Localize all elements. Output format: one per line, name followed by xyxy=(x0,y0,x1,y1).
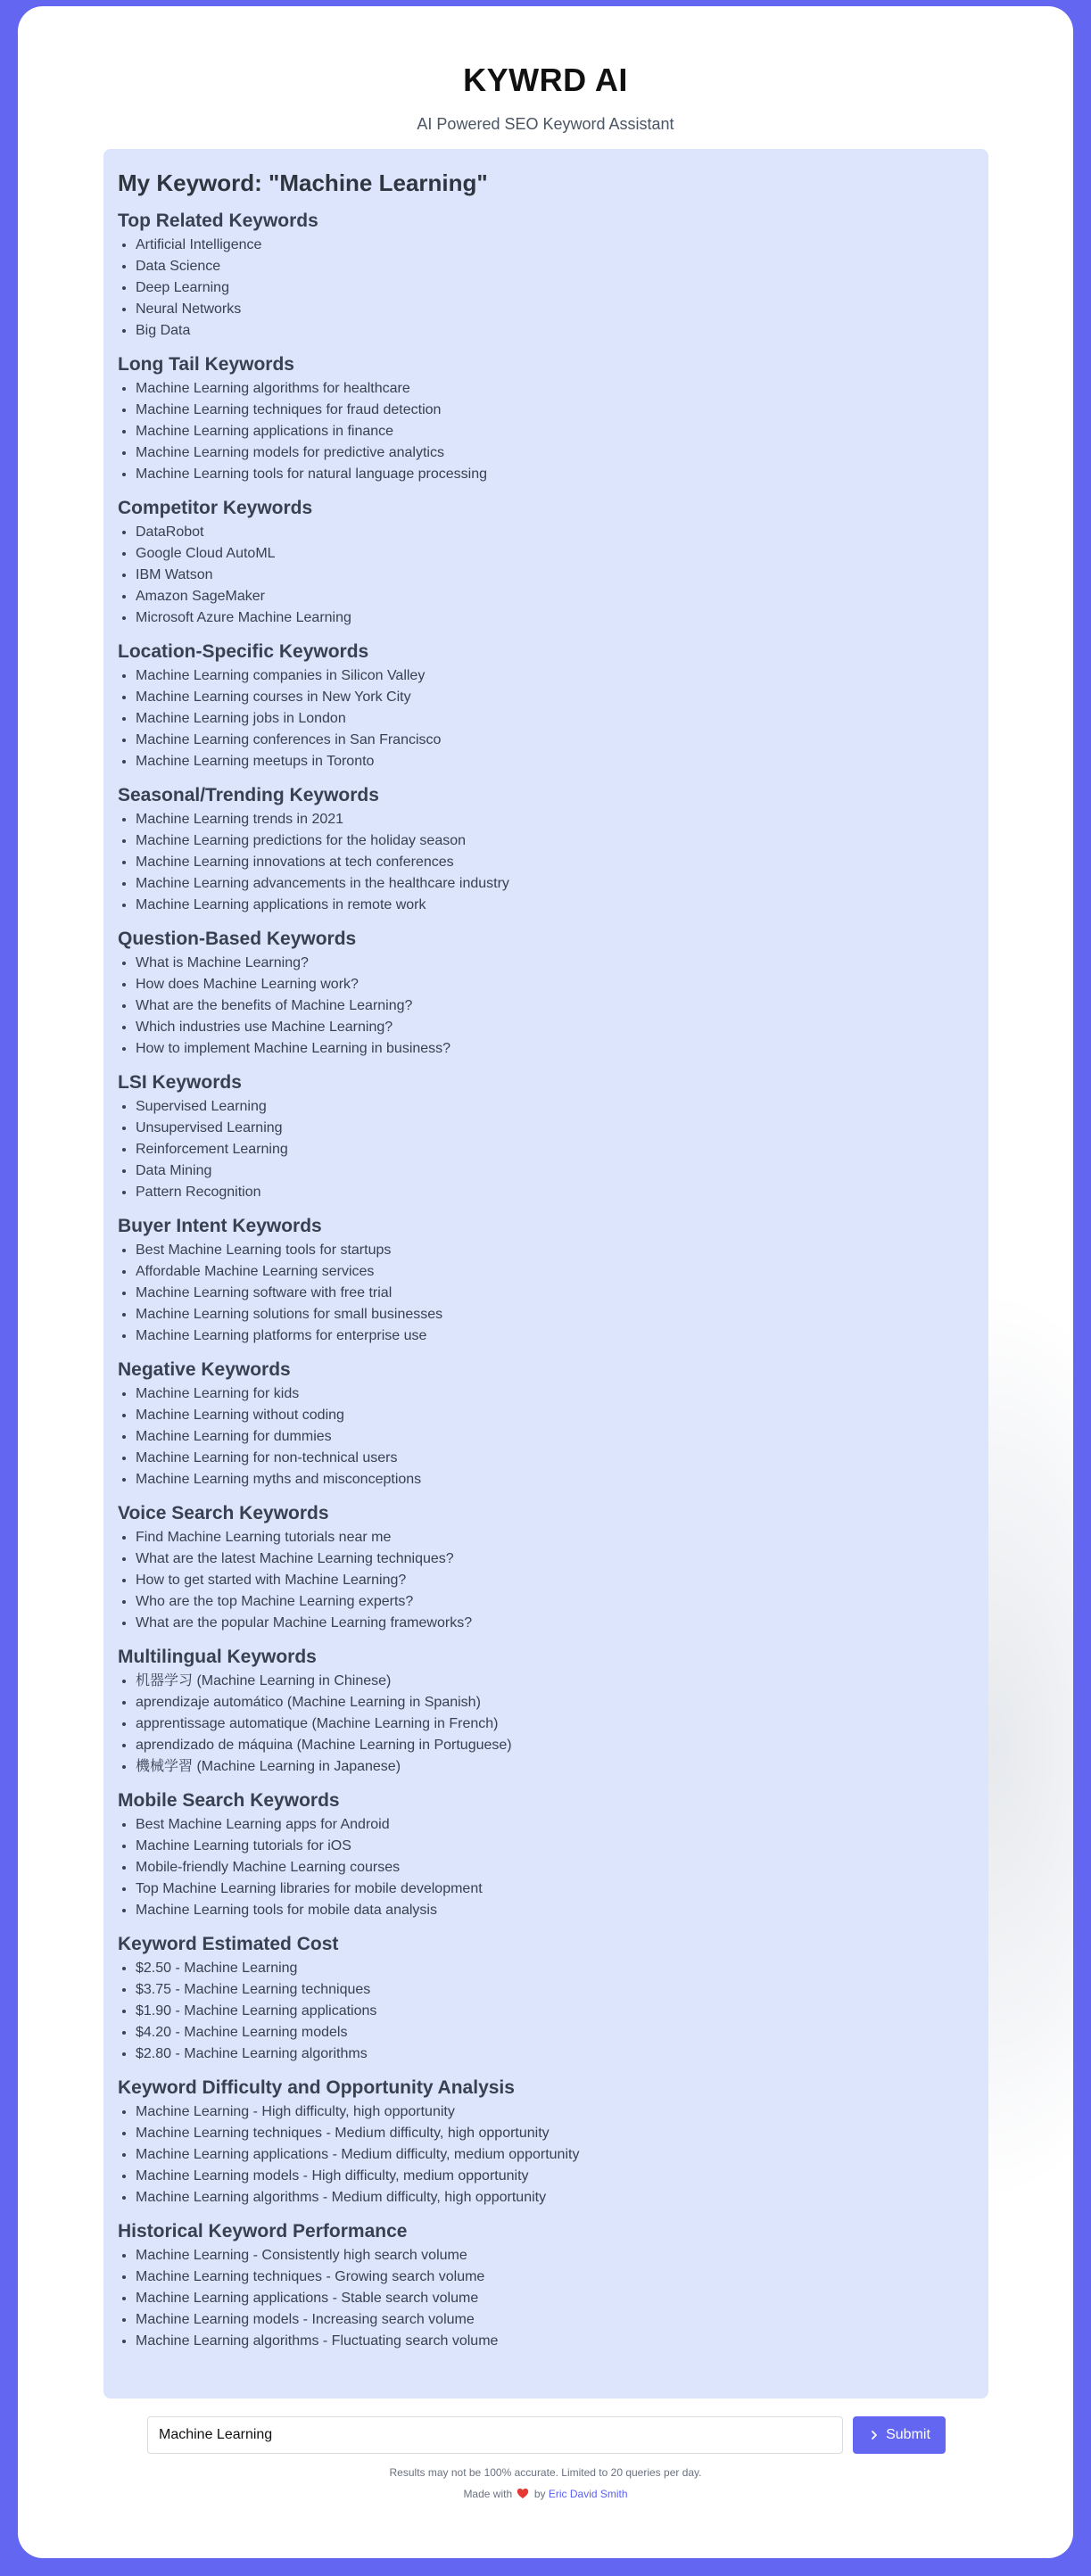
keyword-item: • Machine Learning myths and misconceptions xyxy=(136,1469,974,1490)
keyword-item: • Machine Learning applications in remote work xyxy=(136,895,974,916)
keyword-item: • Machine Learning without coding xyxy=(136,1405,974,1426)
keyword-item: • Machine Learning trends in 2021 xyxy=(136,809,974,830)
keyword-item: • Big Data xyxy=(136,320,974,342)
keyword-item: • Machine Learning jobs in London xyxy=(136,708,974,730)
keyword-item: • Machine Learning - High difficulty, high opportunity xyxy=(136,2101,974,2123)
keyword-item: • Deep Learning xyxy=(136,277,974,299)
keyword-item: • Machine Learning models - Increasing search volume xyxy=(136,2309,974,2331)
keyword-item: • Find Machine Learning tutorials near me xyxy=(136,1527,974,1548)
keyword-item: • Machine Learning techniques - Medium difficulty, high opportunity xyxy=(136,2123,974,2144)
section-title: Negative Keywords xyxy=(118,1359,291,1380)
keyword-item: • How does Machine Learning work? xyxy=(136,974,974,995)
keyword-list xyxy=(118,1527,974,1634)
keyword-item: • Machine Learning tutorials for iOS xyxy=(136,1836,974,1857)
keyword-item: • $2.50 - Machine Learning xyxy=(136,1958,974,1979)
section-title: Location-Specific Keywords xyxy=(118,641,369,662)
keyword-item: • Supervised Learning xyxy=(136,1096,974,1118)
keyword-item: • Best Machine Learning tools for startups xyxy=(136,1240,974,1261)
submit-button[interactable] xyxy=(853,2416,946,2454)
keyword-item: • What are the popular Machine Learning frameworks? xyxy=(136,1613,974,1634)
keyword-item: • Machine Learning for dummies xyxy=(136,1426,974,1448)
keyword-section xyxy=(118,1933,974,2065)
keyword-item: • Machine Learning conferences in San Francisco xyxy=(136,730,974,751)
keyword-item: • Machine Learning techniques - Growing search volume xyxy=(136,2266,974,2288)
keyword-item: • Affordable Machine Learning services xyxy=(136,1261,974,1283)
keyword-item: • $2.80 - Machine Learning algorithms xyxy=(136,2043,974,2065)
keyword-item: • Google Cloud AutoML xyxy=(136,543,974,565)
keyword-item: • What are the benefits of Machine Learning? xyxy=(136,995,974,1017)
keyword-list xyxy=(118,378,974,485)
keyword-input[interactable] xyxy=(147,2416,843,2454)
keyword-item: • Machine Learning for non-technical users xyxy=(136,1448,974,1469)
keyword-item: • Machine Learning applications in finance xyxy=(136,421,974,442)
keyword-item: • Machine Learning predictions for the holiday season xyxy=(136,830,974,852)
keyword-item: • Data Science xyxy=(136,256,974,277)
keyword-item: • Machine Learning models for predictive analytics xyxy=(136,442,974,464)
keyword-item: • Who are the top Machine Learning experts? xyxy=(136,1591,974,1613)
keyword-item: • Machine Learning applications - Medium difficulty, medium opportunity xyxy=(136,2144,974,2166)
keyword-item: • Machine Learning tools for natural language processing xyxy=(136,464,974,485)
keyword-item: • How to get started with Machine Learning? xyxy=(136,1570,974,1591)
keyword-item: • What are the latest Machine Learning techniques? xyxy=(136,1548,974,1570)
keyword-list xyxy=(118,1958,974,2065)
keyword-section xyxy=(118,1646,974,1778)
keyword-item: • Machine Learning companies in Silicon Valley xyxy=(136,665,974,687)
keyword-section xyxy=(118,1358,974,1490)
keyword-section xyxy=(118,2220,974,2352)
keyword-section xyxy=(118,353,974,485)
keyword-item: • Machine Learning solutions for small businesses xyxy=(136,1304,974,1325)
chevron-right-icon xyxy=(868,2429,880,2441)
keyword-list xyxy=(118,809,974,916)
submit-label: Submit xyxy=(886,2427,930,2442)
keyword-item: • $3.75 - Machine Learning techniques xyxy=(136,1979,974,2001)
keyword-item: • Machine Learning meetups in Toronto xyxy=(136,751,974,772)
section-title: Multilingual Keywords xyxy=(118,1647,317,1667)
section-title: Voice Search Keywords xyxy=(118,1503,329,1523)
keyword-item: • Microsoft Azure Machine Learning xyxy=(136,607,974,629)
keyword-list xyxy=(118,522,974,629)
keyword-section xyxy=(118,497,974,629)
keyword-item: • Machine Learning techniques for fraud detection xyxy=(136,400,974,421)
made-with-line xyxy=(18,2488,1073,2500)
keyword-list xyxy=(118,1383,974,1490)
section-title: Historical Keyword Performance xyxy=(118,2221,408,2242)
keyword-list xyxy=(118,2245,974,2352)
keyword-sections xyxy=(118,210,974,2352)
keyword-list xyxy=(118,1671,974,1778)
app-subtitle: AI Powered SEO Keyword Assistant xyxy=(417,115,674,133)
keyword-section xyxy=(118,640,974,772)
keyword-item: • Machine Learning tools for mobile data analysis xyxy=(136,1900,974,1921)
keyword-list xyxy=(118,665,974,772)
section-title: Mobile Search Keywords xyxy=(118,1790,340,1811)
heart-icon xyxy=(517,2488,529,2499)
section-title: Buyer Intent Keywords xyxy=(118,1216,322,1236)
results-heading: My Keyword: "Machine Learning" xyxy=(118,169,488,196)
section-title: Question-Based Keywords xyxy=(118,929,357,949)
keyword-item: • Best Machine Learning apps for Android xyxy=(136,1814,974,1836)
keyword-item: • Mobile-friendly Machine Learning courses xyxy=(136,1857,974,1878)
keyword-item: • Machine Learning software with free trial xyxy=(136,1283,974,1304)
keyword-list xyxy=(118,235,974,342)
keyword-item: • Machine Learning - Consistently high search volume xyxy=(136,2245,974,2266)
section-title: Seasonal/Trending Keywords xyxy=(118,785,379,805)
author-link[interactable]: Eric David Smith xyxy=(548,2488,628,2500)
keyword-item: • Unsupervised Learning xyxy=(136,1118,974,1139)
keyword-section xyxy=(118,2076,974,2209)
keyword-item: • Reinforcement Learning xyxy=(136,1139,974,1160)
keyword-item: • DataRobot xyxy=(136,522,974,543)
keyword-item: • Pattern Recognition xyxy=(136,1182,974,1203)
keyword-section xyxy=(118,1071,974,1203)
keyword-item: • Artificial Intelligence xyxy=(136,235,974,256)
disclaimer-text: Results may not be 100% accurate. Limited to 20 queries per day. xyxy=(389,2466,702,2479)
keyword-list xyxy=(118,2101,974,2209)
keyword-section xyxy=(118,1789,974,1921)
keyword-item: • Machine Learning algorithms - Fluctuating search volume xyxy=(136,2331,974,2352)
keyword-section xyxy=(118,1502,974,1634)
keyword-item: • Machine Learning advancements in the healthcare industry xyxy=(136,873,974,895)
keyword-list xyxy=(118,1096,974,1203)
keyword-item: • What is Machine Learning? xyxy=(136,953,974,974)
section-title: Keyword Estimated Cost xyxy=(118,1934,339,1954)
keyword-item: • IBM Watson xyxy=(136,565,974,586)
keyword-list xyxy=(118,953,974,1060)
keyword-item: • Machine Learning algorithms for healthcare xyxy=(136,378,974,400)
keyword-item: • Machine Learning algorithms - Medium difficulty, high opportunity xyxy=(136,2187,974,2209)
keyword-item: • How to implement Machine Learning in business? xyxy=(136,1038,974,1060)
keyword-item: • Machine Learning for kids xyxy=(136,1383,974,1405)
keyword-item: • aprendizado de máquina (Machine Learning in Portuguese) xyxy=(136,1735,974,1756)
section-title: LSI Keywords xyxy=(118,1072,242,1093)
main-card xyxy=(18,6,1073,2558)
keyword-item: • $1.90 - Machine Learning applications xyxy=(136,2001,974,2022)
section-title: Competitor Keywords xyxy=(118,498,313,518)
keyword-section xyxy=(118,1215,974,1347)
keyword-item: • 機械学習 (Machine Learning in Japanese) xyxy=(136,1756,974,1778)
keyword-item: • Machine Learning applications - Stable search volume xyxy=(136,2288,974,2309)
keyword-item: • $4.20 - Machine Learning models xyxy=(136,2022,974,2043)
keyword-item: • Machine Learning courses in New York City xyxy=(136,687,974,708)
app-title: KYWRD AI xyxy=(463,62,628,98)
section-title: Long Tail Keywords xyxy=(118,354,294,375)
section-title: Keyword Difficulty and Opportunity Analysis xyxy=(118,2077,515,2098)
keyword-item: • aprendizaje automático (Machine Learning in Spanish) xyxy=(136,1692,974,1713)
keyword-item: • apprentissage automatique (Machine Learning in French) xyxy=(136,1713,974,1735)
keyword-list xyxy=(118,1814,974,1921)
section-title: Top Related Keywords xyxy=(118,211,318,231)
keyword-item: • Machine Learning innovations at tech conferences xyxy=(136,852,974,873)
keyword-section xyxy=(118,210,974,342)
keyword-item: • Data Mining xyxy=(136,1160,974,1182)
keyword-item: • Machine Learning models - High difficulty, medium opportunity xyxy=(136,2166,974,2187)
made-with-prefix: Made with xyxy=(463,2488,513,2500)
keyword-item: • Machine Learning platforms for enterprise use xyxy=(136,1325,974,1347)
keyword-item: • 机器学习 (Machine Learning in Chinese) xyxy=(136,1671,974,1692)
keyword-item: • Which industries use Machine Learning? xyxy=(136,1017,974,1038)
keyword-item: • Top Machine Learning libraries for mobile development xyxy=(136,1878,974,1900)
keyword-section xyxy=(118,784,974,916)
keyword-section xyxy=(118,928,974,1060)
keyword-item: • Amazon SageMaker xyxy=(136,586,974,607)
keyword-list xyxy=(118,1240,974,1347)
by-text: by xyxy=(533,2488,546,2500)
results-panel xyxy=(103,149,988,2398)
keyword-item: • Neural Networks xyxy=(136,299,974,320)
